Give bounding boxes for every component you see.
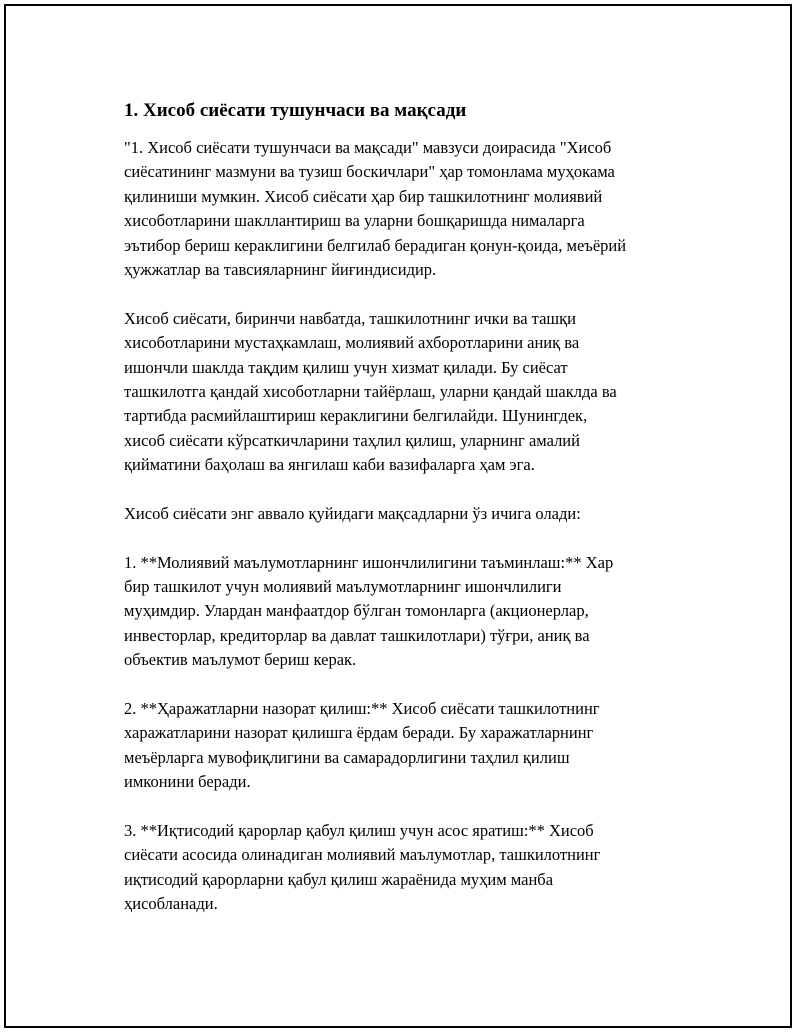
text-line: хисоботларини мустаҳкамлаш, молиявий ахборотларини аниқ ва	[124, 333, 580, 353]
paragraph-definition	[124, 136, 704, 282]
paragraph-goals-intro	[124, 502, 704, 526]
text-line: харажатларини назорат қилишга ёрдам беради. Бу харажатларнинг	[124, 723, 594, 743]
text-line: сиёсати асосида олинадиган молиявий маълумотлар, ташкилотнинг	[124, 845, 601, 865]
text-line: қийматини баҳолаш ва янгилаш каби вазифаларга ҳам эга.	[124, 455, 535, 475]
text-line: эътибор бериш кераклигини белгилаб берадиган қонун-қоида, меъёрий	[124, 235, 627, 255]
text-line: 3. **Иқтисодий қарорлар қабул қилиш учун асос яратиш:** Хисоб	[124, 820, 594, 840]
text-line: қилиниши мумкин. Хисоб сиёсати ҳар бир ташкилотнинг молиявий	[124, 186, 603, 206]
text-line: ишончли шаклда тақдим қилиш учун хизмат қилади. Бу сиёсат	[124, 357, 568, 377]
paragraph-purpose	[124, 307, 704, 478]
text-line: "1. Хисоб сиёсати тушунчаси ва мақсади" мавзуси доирасида "Хисоб	[124, 138, 612, 157]
paragraph-spacer	[124, 673, 704, 697]
text-line: хисоб сиёсати кўрсаткичларини таҳлил қилиш, уларнинг амалий	[124, 430, 580, 450]
text-line: инвесторлар, кредиторлар ва давлат ташкилотлари) тўғри, аниқ ва	[124, 625, 590, 645]
text-line: имконини беради.	[124, 772, 251, 792]
page-frame	[4, 4, 792, 1028]
paragraph-spacer	[124, 526, 704, 550]
list-item-2	[124, 697, 704, 795]
text-line: Хисоб сиёсати энг аввало қуйидаги мақсадларни ўз ичига олади:	[124, 503, 581, 523]
document-body	[124, 98, 704, 917]
paragraph-spacer	[124, 282, 704, 306]
text-line: сиёсатининг мазмуни ва тузиш боскичлари" ҳар томонлама муҳокама	[124, 162, 615, 182]
text-line: бир ташкилот учун молиявий маълумотларнинг ишончлилиги	[124, 577, 562, 597]
list-item-1	[124, 551, 704, 673]
text-line: хисоботларини шакллантириш ва уларни бошқаришда нималарга	[124, 211, 585, 231]
paragraph-spacer	[124, 477, 704, 501]
text-line: Хисоб сиёсати, биринчи навбатда, ташкилотнинг ички ва ташқи	[124, 308, 576, 328]
text-line: ташкилотга қандай хисоботларни тайёрлаш, уларни қандай шаклда ва	[124, 381, 617, 401]
text-line: муҳимдир. Улардан манфаатдор бўлган томонларга (акционерлар,	[124, 601, 589, 621]
document-title: 1. Хисоб сиёсати тушунчаси ва мақсади	[124, 100, 467, 121]
text-line: тартибда расмийлаштириш кераклигини белгилайди. Шунингдек,	[124, 406, 588, 426]
text-line: иқтисодий қарорларни қабул қилиш жараёнида муҳим манба	[124, 869, 554, 889]
text-line: ҳисобланади.	[124, 894, 218, 914]
text-line: 1. **Молиявий маълумотларнинг ишончлилигини таъминлаш:** Хар	[124, 552, 614, 572]
list-item-3	[124, 819, 704, 917]
text-line: ҳужжатлар ва тавсияларнинг йиғиндисидир.	[124, 259, 437, 279]
text-line: 2. **Ҳаражатларни назорат қилиш:** Хисоб сиёсати ташкилотнинг	[124, 698, 600, 718]
text-line: объектив маълумот бериш керак.	[124, 650, 357, 670]
paragraph-spacer	[124, 795, 704, 819]
text-line: меъёрларга мувофиқлигини ва самарадорлигини таҳлил қилиш	[124, 747, 570, 767]
